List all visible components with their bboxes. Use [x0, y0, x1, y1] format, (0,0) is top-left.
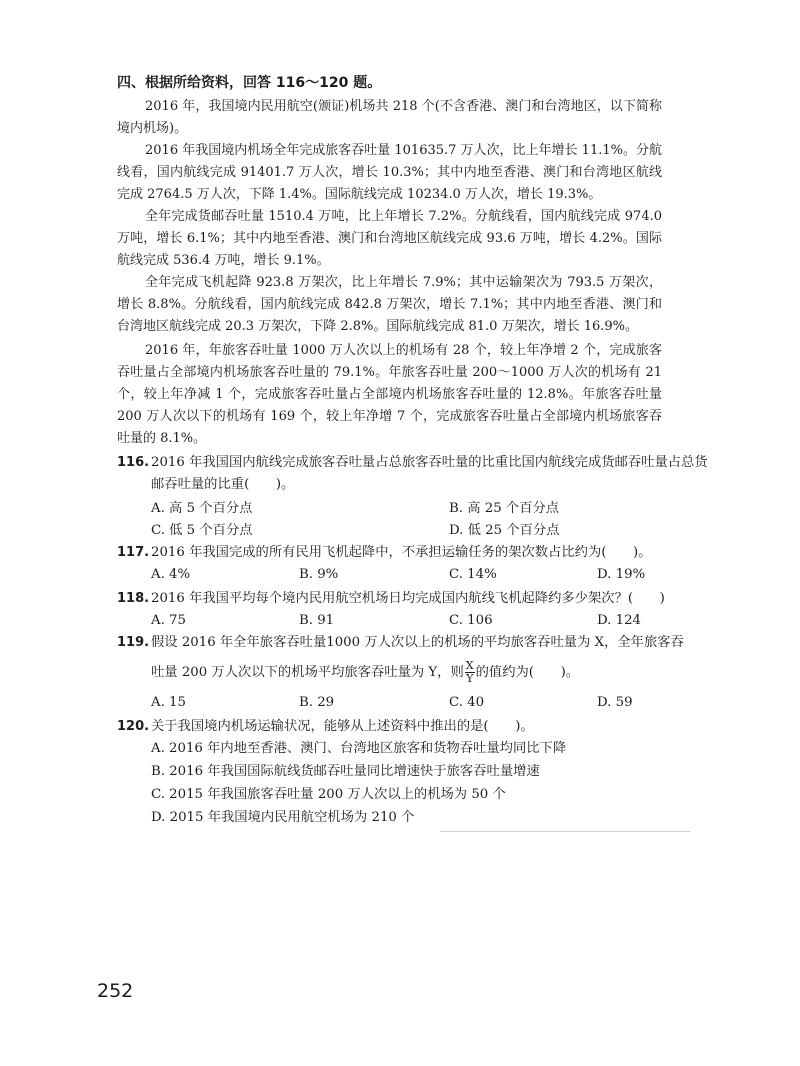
option-c: C. 14%	[449, 567, 497, 582]
option-d: D. 124	[597, 613, 642, 628]
option-b: B. 9%	[299, 567, 339, 582]
option-c: C. 40	[449, 695, 485, 710]
stem-text-before-fraction: 吐量 200 万人次以下的机场平均旅客吞吐量为 Y，则	[151, 665, 464, 680]
option-b: B. 高 25 个百分点	[449, 501, 560, 516]
option-a: A. 15	[151, 695, 186, 710]
question-119	[117, 632, 717, 692]
paragraph-aircraft-movements: 全年完成飞机起降 923.8 万架次，比上年增长 7.9%；其中运输架次为 793.5 万架次，增长 8.8%。分航线看，国内航线完成 842.8 万架次，增长 7.1%；其中内地至香港、澳门和台湾地区航线完成 20.3 万架次，下降 2.8%。国际航线完成 81.0 万架次，增长 16.9%。	[117, 275, 662, 334]
option-a: A. 75	[151, 613, 186, 628]
fraction-denominator: Y	[466, 672, 474, 685]
question-stem: 2016 年我国国内航线完成旅客吞吐量占总旅客吞吐量的比重比国内航线完成货邮吞吐量占总货邮吞吐量的比重( )。	[151, 455, 708, 492]
paragraph-airport-scale: 2016 年，年旅客吞吐量 1000 万人次以上的机场有 28 个，较上年净增 2 个，完成旅客吞吐量占全部境内机场旅客吞吐量的 79.1%。年旅客吞吐量 200～1000 万人次的机场有 21 个，较上年净减 1 个，完成旅客吞吐量占全部境内机场旅客吞吐量的 12.8%。年旅客吞吐量 200 万人次以下的机场有 169 个，较上年净增 7 个，完成旅客吞吐量占全部境内机场旅客吞吐量的 8.1%。	[117, 343, 662, 446]
fraction-numerator: X	[465, 659, 474, 672]
fraction-x-over-y	[465, 660, 475, 685]
option-d: D. 低 25 个百分点	[449, 523, 560, 538]
option-b: B. 91	[299, 613, 335, 628]
option-d: D. 2015 年我国境内民用航空机场为 210 个	[151, 810, 415, 825]
option-c: C. 低 5 个百分点	[151, 523, 253, 538]
question-stem: 2016 年我国完成的所有民用飞机起降中，不承担运输任务的架次数占比约为( )。	[151, 545, 652, 560]
paragraph-airport-count: 2016 年，我国境内民用航空(颁证)机场共 218 个(不含香港、澳门和台湾地区，以下简称境内机场)。	[117, 99, 662, 136]
option-b: B. 2016 年我国国际航线货邮吞吐量同比增速快于旅客吞吐量增速	[151, 764, 540, 779]
option-a: A. 2016 年内地至香港、澳门、台湾地区旅客和货物吞吐量均同比下降	[151, 741, 567, 756]
question-number: 117.	[117, 545, 150, 560]
option-d: D. 19%	[597, 567, 646, 582]
option-c: C. 106	[449, 613, 493, 628]
question-stem-line1: 假设 2016 年全年旅客吞吐量1000 万人次以上的机场的平均旅客吞吐量为 X，全年旅客吞	[151, 635, 684, 650]
question-number: 120.	[117, 719, 150, 734]
option-d: D. 59	[597, 695, 633, 710]
paragraph-passenger-throughput: 2016 年我国境内机场全年完成旅客吞吐量 101635.7 万人次，比上年增长 11.1%。分航线看，国内航线完成 91401.7 万人次，增长 10.3%；其中内地至香港、澳门和台湾地区航线完成 2764.5 万人次，下降 1.4%。国际航线完成 10234.0 万人次，增长 19.3%。	[117, 143, 662, 202]
section-heading: 四、根据所给资料，回答 116～120 题。	[117, 75, 382, 91]
question-number: 118.	[117, 591, 150, 606]
page-number: 252	[97, 980, 134, 1002]
scan-artifact-line	[440, 831, 690, 832]
option-b: B. 29	[299, 695, 335, 710]
option-c: C. 2015 年我国旅客吞吐量 200 万人次以上的机场为 50 个	[151, 787, 506, 802]
paragraph-cargo-throughput: 全年完成货邮吞吐量 1510.4 万吨，比上年增长 7.2%。分航线看，国内航线完成 974.0 万吨，增长 6.1%；其中内地至香港、澳门和台湾地区航线完成 93.6 万吨，增长 4.2%。国际航线完成 536.4 万吨，增长 9.1%。	[117, 209, 662, 268]
question-number: 119.	[117, 635, 150, 650]
question-stem: 2016 年我国平均每个境内民用航空机场日均完成国内航线飞机起降约多少架次？( )	[151, 591, 665, 606]
question-stem-line2	[151, 660, 711, 685]
option-a: A. 4%	[151, 567, 191, 582]
option-a: A. 高 5 个百分点	[151, 501, 253, 516]
question-stem: 关于我国境内机场运输状况，能够从上述资料中推出的是( )。	[151, 719, 534, 734]
question-number: 116.	[117, 455, 150, 470]
stem-text-after-fraction: 的值约为( )。	[475, 665, 580, 680]
